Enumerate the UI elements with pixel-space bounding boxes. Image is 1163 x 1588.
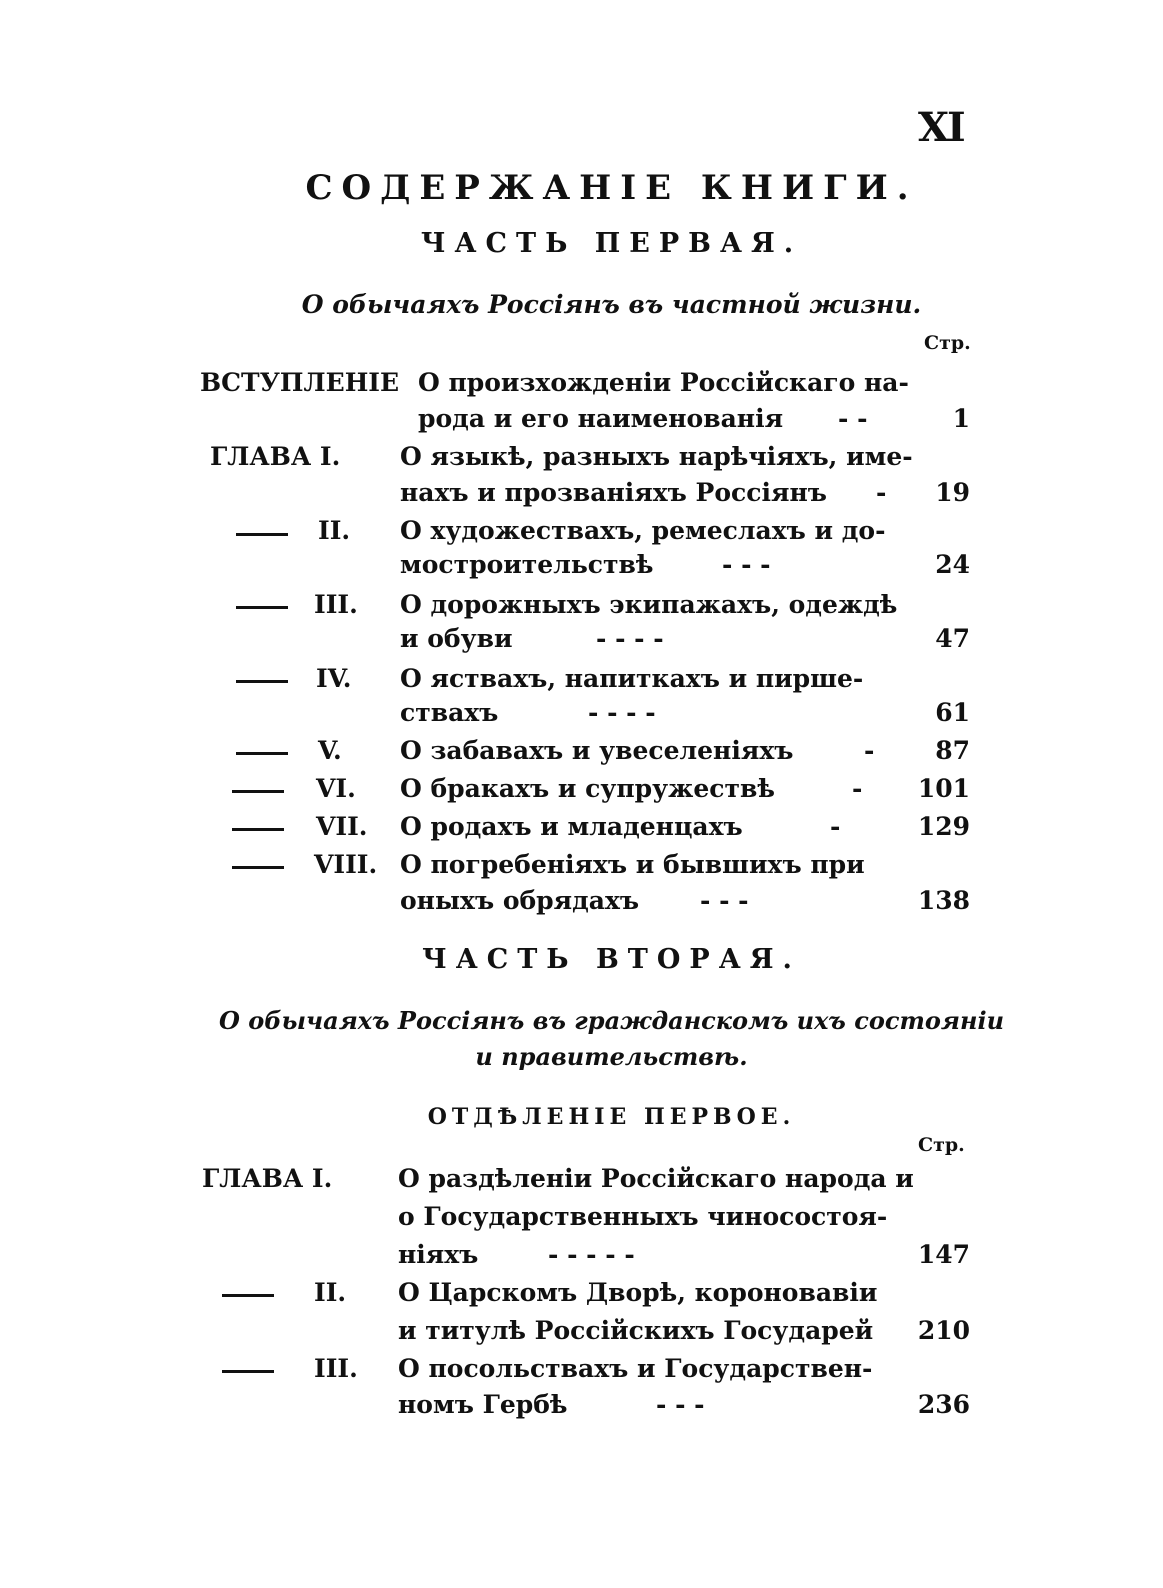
ditto-dash xyxy=(222,1294,274,1297)
entry-title: О Царскомъ Дворѣ, короновавіи xyxy=(398,1278,878,1307)
entry-title: О дорожныхъ экипажахъ, одеждѣ xyxy=(400,590,898,619)
ditto-dash xyxy=(222,1370,274,1373)
entry-title: О забавахъ и увеселеніяхъ xyxy=(400,736,794,765)
entry-label: II. xyxy=(318,516,351,545)
entry-page: 19 xyxy=(935,478,970,507)
entry-title: О родахъ и младенцахъ xyxy=(400,812,743,841)
part-one-subtitle: О обычаяхъ Россіянъ въ частной жизни. xyxy=(301,290,922,319)
page-column-label: Стр. xyxy=(924,332,971,354)
leader-dashes: - - - xyxy=(656,1390,705,1419)
entry-label: VIII. xyxy=(314,850,378,879)
part-one-heading: ЧАСТЬ ПЕРВАЯ. xyxy=(420,228,803,259)
entry-title-cont: номъ Гербѣ xyxy=(398,1390,568,1419)
entry-page: 61 xyxy=(935,698,970,727)
entry-title-cont: рода и его наименованія xyxy=(418,404,784,433)
leader-dashes: - - - - xyxy=(588,698,656,727)
entry-page: 147 xyxy=(917,1240,970,1269)
ditto-dash xyxy=(236,533,288,536)
entry-page: 236 xyxy=(917,1390,970,1419)
entry-label: IV. xyxy=(316,664,352,693)
ditto-dash xyxy=(232,828,284,831)
leader-dashes: - - - - xyxy=(596,624,664,653)
entry-title: О языкѣ, разныхъ нарѣчіяхъ, име- xyxy=(400,442,913,471)
page-column-label: Стр. xyxy=(918,1134,965,1156)
leader-dashes: - - - xyxy=(700,886,749,915)
leader-dashes: - - xyxy=(838,404,868,433)
entry-page: 138 xyxy=(917,886,970,915)
entry-title-cont: мостроительствѣ xyxy=(400,550,654,579)
part-two-heading: ЧАСТЬ ВТОРАЯ. xyxy=(422,944,801,975)
entry-label: III. xyxy=(314,1354,358,1383)
entry-title-cont: ствахъ xyxy=(400,698,499,727)
entry-label: VI. xyxy=(316,774,356,803)
entry-label: II. xyxy=(314,1278,347,1307)
section-heading: ОТДѢЛЕНІЕ ПЕРВОЕ. xyxy=(427,1104,796,1130)
entry-label: ГЛАВА I. xyxy=(210,442,341,471)
leader-dashes: - xyxy=(876,478,887,507)
part-two-subtitle: О обычаяхъ Россіянъ въ гражданскомъ ихъ состояніи xyxy=(218,1006,1005,1035)
ditto-dash xyxy=(232,790,284,793)
entry-title: О посольствахъ и Государствен- xyxy=(398,1354,873,1383)
ditto-dash xyxy=(236,680,288,683)
entry-title: О художествахъ, ремеслахъ и до- xyxy=(400,516,886,545)
entry-title: О яствахъ, напиткахъ и пирше- xyxy=(400,664,864,693)
entry-label: III. xyxy=(314,590,358,619)
entry-page: 101 xyxy=(917,774,970,803)
ditto-dash xyxy=(236,606,288,609)
entry-title-cont: ніяхъ xyxy=(398,1240,479,1269)
leader-dashes: - xyxy=(830,812,841,841)
entry-title-cont: и титулѣ Россійскихъ Государей xyxy=(398,1316,874,1345)
entry-title-cont: нахъ и прозваніяхъ Россіянъ xyxy=(400,478,827,507)
leader-dashes: - - - - - xyxy=(548,1240,635,1269)
entry-title-cont: о Государственныхъ чиносостоя- xyxy=(398,1202,888,1231)
entry-page: 1 xyxy=(952,404,970,433)
ditto-dash xyxy=(232,866,284,869)
entry-title-cont: и обуви xyxy=(400,624,513,653)
part-two-subtitle-cont: и правительствѣ. xyxy=(475,1042,748,1071)
page-number: XI xyxy=(918,104,964,151)
entry-title: О произхожденіи Россійскаго на- xyxy=(418,368,909,397)
ditto-dash xyxy=(236,752,288,755)
leader-dashes: - - - xyxy=(722,550,771,579)
entry-page: 210 xyxy=(917,1316,970,1345)
entry-label: V. xyxy=(318,736,342,765)
entry-page: 129 xyxy=(917,812,970,841)
entry-page: 87 xyxy=(935,736,970,765)
entry-title-cont: оныхъ обрядахъ xyxy=(400,886,640,915)
leader-dashes: - xyxy=(852,774,863,803)
entry-label: ГЛАВА I. xyxy=(202,1164,333,1193)
entry-title: О раздѣленіи Россійскаго народа и xyxy=(398,1164,914,1193)
leader-dashes: - xyxy=(864,736,875,765)
contents-title: СОДЕРЖАНІЕ КНИГИ. xyxy=(305,168,918,208)
entry-label: ВСТУПЛЕНІЕ xyxy=(200,368,400,397)
entry-title: О бракахъ и супружествѣ xyxy=(400,774,775,803)
entry-page: 47 xyxy=(935,624,970,653)
entry-label: VII. xyxy=(316,812,368,841)
entry-page: 24 xyxy=(935,550,970,579)
entry-title: О погребеніяхъ и бывшихъ при xyxy=(400,850,865,879)
